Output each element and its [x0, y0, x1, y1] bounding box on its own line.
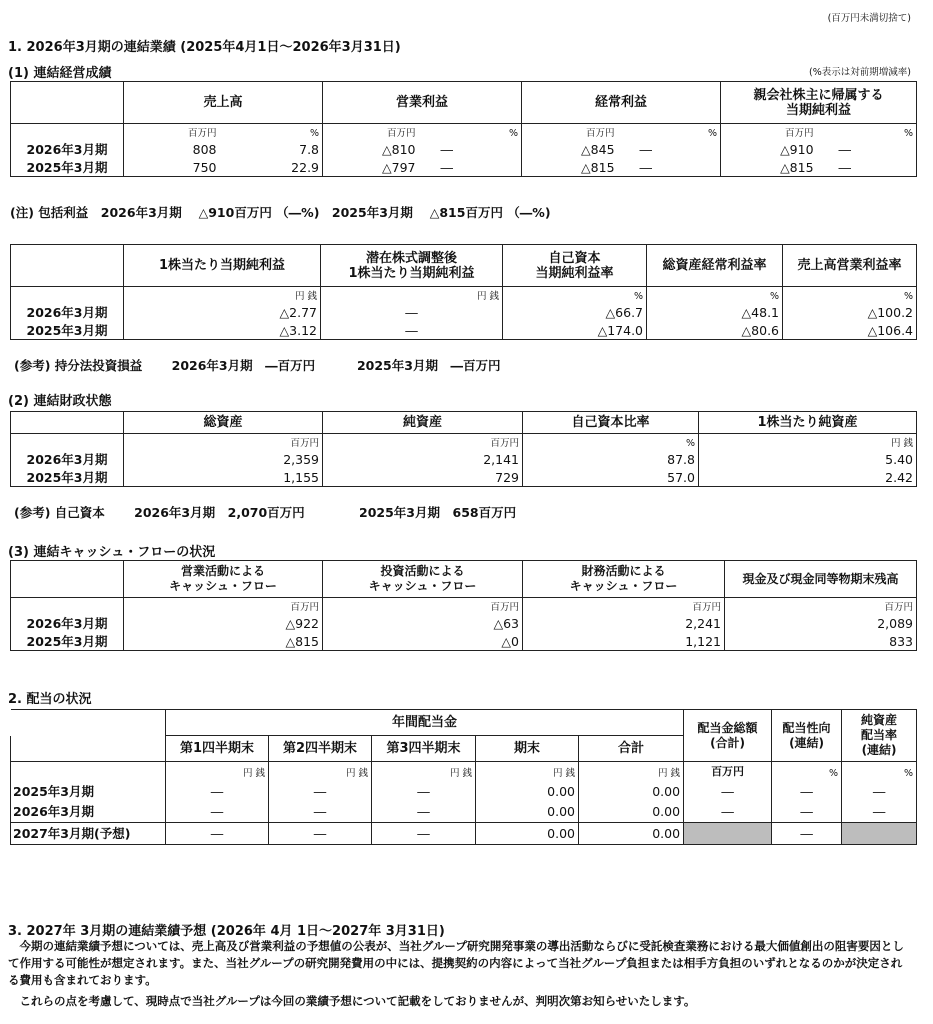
- cell: 87.8: [523, 451, 699, 469]
- cell: 1,155: [124, 469, 323, 487]
- forecast-paragraph-2: これらの点を考慮して、現時点で当社グループは今回の業績予想について記載をしておりませんが、判明次第お知らせいたします。: [8, 994, 696, 1008]
- cell: 2,359: [124, 451, 323, 469]
- unit-cell: 円 銭: [372, 762, 476, 781]
- table-row: [11, 322, 917, 340]
- cell: △922: [124, 615, 323, 633]
- header-bps: 1株当たり純資産: [699, 412, 917, 434]
- unit-cell: 百万円: [323, 598, 523, 615]
- equity-method-note: (参考) 持分法投資損益 2026年3月期 ―百万円 2025年3月期 ―百万円: [14, 358, 501, 373]
- cell: 2,241: [523, 615, 725, 633]
- header-q1: 第1四半期末: [166, 736, 269, 762]
- cell: ―: [842, 781, 917, 802]
- cell: △815: [124, 633, 323, 651]
- unit-cell: 百万円: [124, 124, 220, 141]
- unit-cell: 円 銭: [321, 287, 503, 304]
- section-1-title: 1. 2026年3月期の連結業績 (2025年4月1日～2026年3月31日): [8, 40, 401, 55]
- cell: ―: [372, 802, 476, 823]
- unit-cell: %: [503, 287, 647, 304]
- row-label: 2025年3月期: [11, 159, 124, 177]
- header-eps: 1株当たり当期純利益: [124, 245, 321, 287]
- cell: 0.00: [579, 802, 684, 823]
- unit-cell: 百万円: [522, 124, 618, 141]
- cell: △3.12: [124, 322, 321, 340]
- unit-cell: %: [842, 762, 917, 781]
- cell: △797: [323, 159, 419, 177]
- cell: 0.00: [579, 781, 684, 802]
- shaded-cell: [684, 823, 772, 845]
- cell: 0.00: [579, 823, 684, 845]
- cell: 750: [124, 159, 220, 177]
- header-total-dividend: 配当金総額 (合計): [684, 710, 772, 762]
- cell: △100.2: [783, 304, 917, 322]
- cell: 2.42: [699, 469, 917, 487]
- header-roa: 総資産経常利益率: [647, 245, 783, 287]
- cell: ―: [618, 141, 721, 159]
- table-row: [11, 451, 917, 469]
- header-q2: 第2四半期末: [269, 736, 372, 762]
- cell: ―: [684, 802, 772, 823]
- unit-cell: 百万円: [124, 434, 323, 451]
- cell: ―: [772, 823, 842, 845]
- cell: 57.0: [523, 469, 699, 487]
- cash-flow-table: [10, 560, 917, 651]
- table-row: [11, 633, 917, 651]
- cell: ―: [817, 141, 917, 159]
- unit-cell: 円 銭: [579, 762, 684, 781]
- header-roe: 自己資本 当期純利益率: [503, 245, 647, 287]
- table-row: [11, 781, 917, 802]
- header-operating-profit: 営業利益: [323, 82, 522, 124]
- subsection-1-title: (1) 連結経営成績: [8, 66, 112, 81]
- cell: 7.8: [220, 141, 323, 159]
- unit-cell: %: [523, 434, 699, 451]
- row-label: 2026年3月期: [11, 141, 124, 159]
- cell: ―: [269, 823, 372, 845]
- unit-cell: 円 銭: [476, 762, 579, 781]
- section-2-title: 2. 配当の状況: [8, 692, 92, 707]
- header-investing-cf: 投資活動による キャッシュ・フロー: [323, 561, 523, 598]
- cell: △0: [323, 633, 523, 651]
- cell: △48.1: [647, 304, 783, 322]
- header-total-assets: 総資産: [124, 412, 323, 434]
- header-year-end: 期末: [476, 736, 579, 762]
- header-equity-ratio: 自己資本比率: [523, 412, 699, 434]
- row-label: 2026年3月期: [11, 802, 166, 823]
- cell: ―: [419, 159, 522, 177]
- unit-cell: 百万円: [725, 598, 917, 615]
- unit-cell: 円 銭: [269, 762, 372, 781]
- cell: 808: [192, 142, 217, 157]
- cell: ―: [321, 322, 503, 340]
- unit-cell: 百万円: [684, 762, 772, 781]
- equity-note: (参考) 自己資本 2026年3月期 2,070百万円 2025年3月期 658百万円: [14, 505, 517, 520]
- unit-cell: 百万円: [721, 124, 817, 141]
- unit-cell: %: [419, 124, 522, 141]
- unit-cell: 百万円: [124, 598, 323, 615]
- cell: ―: [166, 781, 269, 802]
- header-sales: 売上高: [124, 82, 323, 124]
- unit-cell: 百万円: [523, 598, 725, 615]
- table-row: [11, 615, 917, 633]
- header-operating-cf: 営業活動による キャッシュ・フロー: [124, 561, 323, 598]
- table-row: [11, 304, 917, 322]
- unit-cell: 円 銭: [699, 434, 917, 451]
- unit-cell: %: [647, 287, 783, 304]
- unit-cell: %: [772, 762, 842, 781]
- table-row: [11, 823, 917, 845]
- header-net-assets: 純資産: [323, 412, 523, 434]
- cell: ―: [419, 141, 522, 159]
- row-label: 2026年3月期: [11, 451, 124, 469]
- cell: △910: [780, 142, 814, 157]
- comprehensive-income-note: (注) 包括利益 2026年3月期 △910百万円 （―%) 2025年3月期 △815百万円 （―%): [10, 205, 551, 220]
- row-label: 2025年3月期: [11, 781, 166, 802]
- header-financing-cf: 財務活動による キャッシュ・フロー: [523, 561, 725, 598]
- unit-cell: 百万円: [323, 434, 523, 451]
- table-row: [11, 141, 917, 159]
- section-3-title: 3. 2027年 3月期の連結業績予想 (2026年 4月 1日～2027年 3月31日): [8, 924, 445, 939]
- cell: △2.77: [124, 304, 321, 322]
- header-op-margin: 売上高営業利益率: [783, 245, 917, 287]
- dividends-table: [10, 709, 917, 845]
- cell: ―: [269, 781, 372, 802]
- cell: ―: [321, 304, 503, 322]
- cell: △845: [581, 142, 615, 157]
- header-q3: 第3四半期末: [372, 736, 476, 762]
- cell: ―: [166, 802, 269, 823]
- operating-results-table: [10, 81, 917, 177]
- cell: 2,141: [323, 451, 523, 469]
- cell: 0.00: [476, 823, 579, 845]
- row-label: 2025年3月期: [11, 469, 124, 487]
- subsection-2-title: (2) 連結財政状態: [8, 394, 112, 409]
- row-label: 2025年3月期: [11, 633, 124, 651]
- row-label: 2026年3月期: [11, 304, 124, 322]
- cell: △174.0: [503, 322, 647, 340]
- cell: ―: [772, 802, 842, 823]
- per-share-table: [10, 244, 917, 340]
- unit-cell: 円 銭: [124, 287, 321, 304]
- cell: 2,089: [725, 615, 917, 633]
- change-rate-note: (%表示は対前期増減率): [809, 67, 911, 78]
- cell: ―: [269, 802, 372, 823]
- cell: 22.9: [220, 159, 323, 177]
- cell: ―: [166, 823, 269, 845]
- header-ordinary-profit: 経常利益: [522, 82, 721, 124]
- unit-cell: %: [783, 287, 917, 304]
- header-cash-balance: 現金及び現金同等物期末残高: [725, 561, 917, 598]
- forecast-paragraph-1: 今期の連結業績予想については、売上高及び営業利益の予想値の公表が、当社グループ研究開発事業の導出活動ならびに受託検査業務における最大価値創出の阻害要因として作用する可能性が想定されます。また、当社グループの研究開発費用の中には、提携契約の内容によって当社グループ負担または相手方負担のいずれとなるのかが決定される費用も含まれております。: [8, 939, 904, 987]
- cell: △66.7: [503, 304, 647, 322]
- cell: △63: [323, 615, 523, 633]
- unit-note: (百万円未満切捨て): [827, 13, 911, 24]
- cell: ―: [684, 781, 772, 802]
- cell: 0.00: [476, 781, 579, 802]
- header-payout-ratio: 配当性向 (連結): [772, 710, 842, 762]
- unit-cell: 円 銭: [166, 762, 269, 781]
- cell: ―: [772, 781, 842, 802]
- cell: ―: [817, 159, 917, 177]
- header-net-profit: 親会社株主に帰属する 当期純利益: [721, 82, 917, 124]
- header-doe: 純資産 配当率 (連結): [842, 710, 917, 762]
- cell: 1,121: [523, 633, 725, 651]
- cell: △810: [382, 142, 416, 157]
- row-label: 2026年3月期: [11, 615, 124, 633]
- cell: 5.40: [699, 451, 917, 469]
- table-row: [11, 802, 917, 823]
- cell: ―: [372, 781, 476, 802]
- subsection-3-title: (3) 連結キャッシュ・フローの状況: [8, 545, 216, 560]
- cell: 0.00: [476, 802, 579, 823]
- cell: △80.6: [647, 322, 783, 340]
- cell: 729: [323, 469, 523, 487]
- cell: ―: [372, 823, 476, 845]
- cell: 833: [725, 633, 917, 651]
- header-diluted-eps: 潜在株式調整後 1株当たり当期純利益: [321, 245, 503, 287]
- header-total: 合計: [579, 736, 684, 762]
- financial-position-table: [10, 411, 917, 487]
- cell: ―: [842, 802, 917, 823]
- shaded-cell: [842, 823, 917, 845]
- cell: ―: [618, 159, 721, 177]
- header-annual-dividend: 年間配当金: [166, 710, 684, 736]
- unit-cell: %: [220, 124, 323, 141]
- unit-cell: %: [618, 124, 721, 141]
- cell: △815: [721, 159, 817, 177]
- unit-cell: %: [817, 124, 917, 141]
- table-row: [11, 469, 917, 487]
- row-label: 2025年3月期: [11, 322, 124, 340]
- unit-cell: 百万円: [323, 124, 419, 141]
- row-label: 2027年3月期(予想): [11, 823, 166, 845]
- cell: △106.4: [783, 322, 917, 340]
- header-blank: [11, 82, 124, 124]
- cell: △815: [522, 159, 618, 177]
- table-row: [11, 159, 917, 177]
